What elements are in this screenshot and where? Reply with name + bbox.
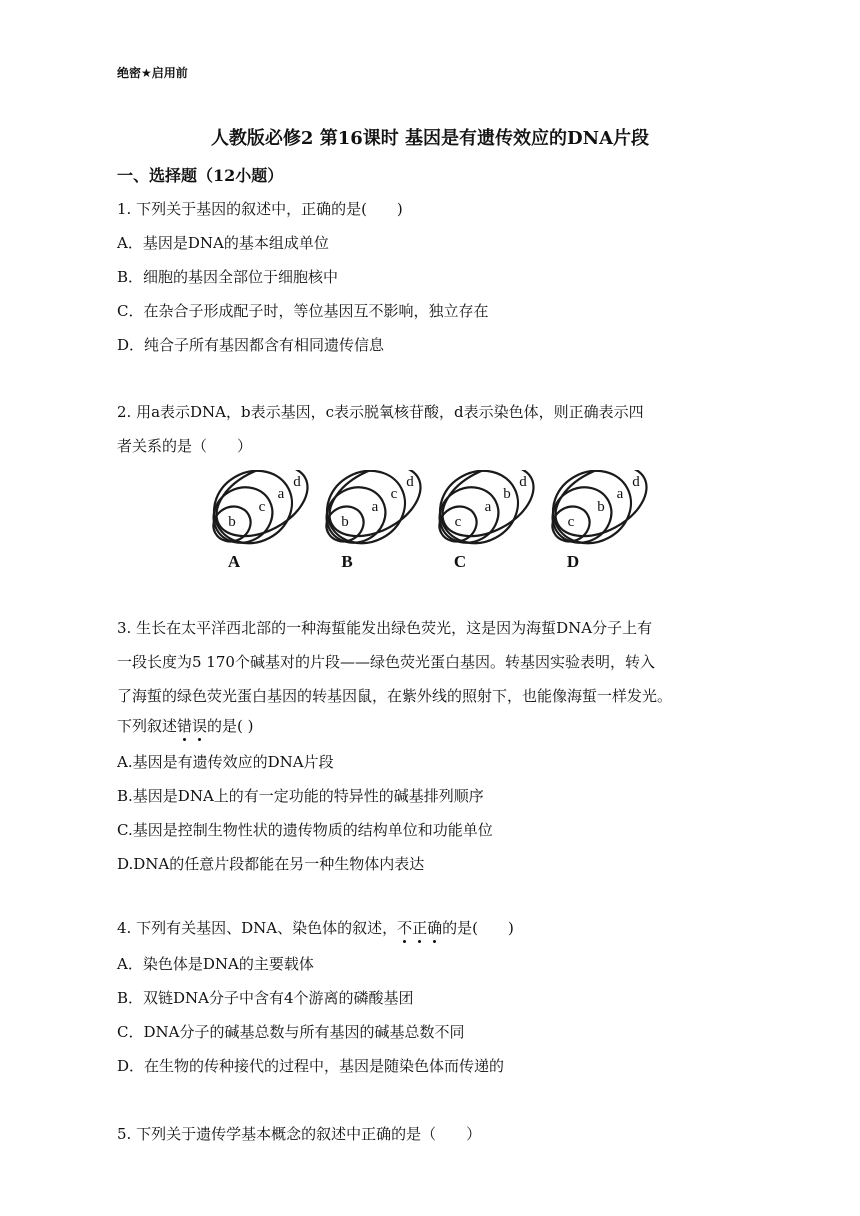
- question-4-emphasis-char-3: 确: [427, 919, 443, 937]
- question-4-option-c: C．DNA分子的碱基总数与所有基因的碱基总数不同: [117, 1023, 465, 1041]
- ellipse-letter: c: [567, 514, 575, 530]
- page-title: 人教版必修2 第16课时 基因是有遗传效应的DNA片段: [210, 128, 650, 149]
- figure-panel-label: D: [566, 552, 580, 571]
- question-3-option-b: B.基因是DNA上的有一定功能的特异性的碱基排列顺序: [117, 787, 484, 805]
- ellipse-letter: d: [406, 474, 414, 490]
- ellipse-letter: b: [341, 514, 349, 530]
- question-4-emphasis-char-2: 正: [412, 919, 428, 937]
- question-4-option-d: D．在生物的传种接代的过程中，基因是随染色体而传递的: [117, 1057, 505, 1075]
- question-5-stem: 5. 下列关于遗传学基本概念的叙述中正确的是（ ）: [117, 1125, 482, 1143]
- ellipse-letter: d: [519, 474, 527, 490]
- ellipse-letter: b: [228, 514, 236, 530]
- question-3-stem-line-4: [117, 715, 254, 736]
- question-3-stem-after: 的是( ): [207, 717, 254, 735]
- question-3-emphasis-char-1: 错: [177, 717, 193, 735]
- figure-panel-c: [427, 470, 545, 571]
- question-2-stem-line-2: 者关系的是（ ）: [117, 437, 253, 455]
- question-3-stem-line-2: 一段长度为5 170个碱基对的片段——绿色荧光蛋白基因。转基因实验表明，转入: [117, 653, 655, 671]
- question-3-stem-before: 下列叙述: [117, 717, 178, 735]
- ellipse-letter: a: [484, 499, 492, 515]
- question-4-emphasis-char-1: 不: [397, 919, 413, 937]
- figure-panel-b: [314, 470, 432, 571]
- question-3-stem-line-1: 3. 生长在太平洋西北部的一种海蜇能发出绿色荧光，这是因为海蜇DNA分子上有: [117, 619, 653, 637]
- ellipse-letter: c: [390, 486, 398, 502]
- ellipse-letter: c: [454, 514, 462, 530]
- question-3-option-c: C.基因是控制生物性状的遗传物质的结构单位和功能单位: [117, 821, 493, 839]
- figure-panel-label: C: [453, 552, 467, 571]
- ellipse-letter: d: [293, 474, 301, 490]
- question-1-option-a: A．基因是DNA的基本组成单位: [117, 234, 329, 252]
- question-4-option-a: A．染色体是DNA的主要载体: [117, 955, 314, 973]
- ellipse-letter: c: [258, 499, 266, 515]
- question-3-option-a: A.基因是有遗传效应的DNA片段: [117, 753, 334, 771]
- nested-ellipses-figure: [210, 470, 660, 574]
- figure-panel-label: A: [227, 552, 241, 571]
- ellipse-letter: a: [277, 486, 285, 502]
- question-4-stem-after: 的是( ): [442, 919, 514, 937]
- question-1-stem: 1. 下列关于基因的叙述中，正确的是( ): [117, 200, 403, 218]
- question-1-option-d: D．纯合子所有基因都含有相同遗传信息: [117, 336, 385, 354]
- question-4-option-b: B．双链DNA分子中含有4个游离的磷酸基团: [117, 989, 414, 1007]
- question-1-option-b: B．细胞的基因全部位于细胞核中: [117, 268, 339, 286]
- question-3-emphasis-char-2: 误: [192, 717, 208, 735]
- figure-panel-d: [540, 470, 658, 571]
- question-3-emphasis: [177, 717, 207, 735]
- question-4-stem-before: 4. 下列有关基因、DNA、染色体的叙述，: [117, 919, 398, 937]
- ellipse-letter: b: [503, 486, 511, 502]
- question-2-stem-line-1: 2. 用a表示DNA，b表示基因，c表示脱氧核苷酸，d表示染色体，则正确表示四: [117, 403, 644, 421]
- section-heading: 一、选择题（12小题）: [117, 166, 284, 185]
- figure-panel-a: [210, 470, 319, 571]
- ellipse-letter: d: [632, 474, 640, 490]
- question-4-emphasis: [397, 919, 442, 937]
- figure-panel-label: B: [341, 552, 353, 571]
- ellipse-letter: b: [597, 499, 605, 515]
- ellipse-3: [210, 470, 305, 557]
- question-3-stem-line-3: 了海蜇的绿色荧光蛋白基因的转基因鼠，在紫外线的照射下，也能像海蜇一样发光。: [117, 687, 673, 705]
- ellipse-letter: a: [371, 499, 379, 515]
- question-3-option-d: D.DNA的任意片段都能在另一种生物体内表达: [117, 855, 425, 873]
- ellipse-letter: a: [616, 486, 624, 502]
- confidential-label: 绝密★启用前: [117, 66, 188, 80]
- question-1-option-c: C．在杂合子形成配子时，等位基因互不影响，独立存在: [117, 302, 489, 320]
- question-4-stem: [117, 917, 514, 938]
